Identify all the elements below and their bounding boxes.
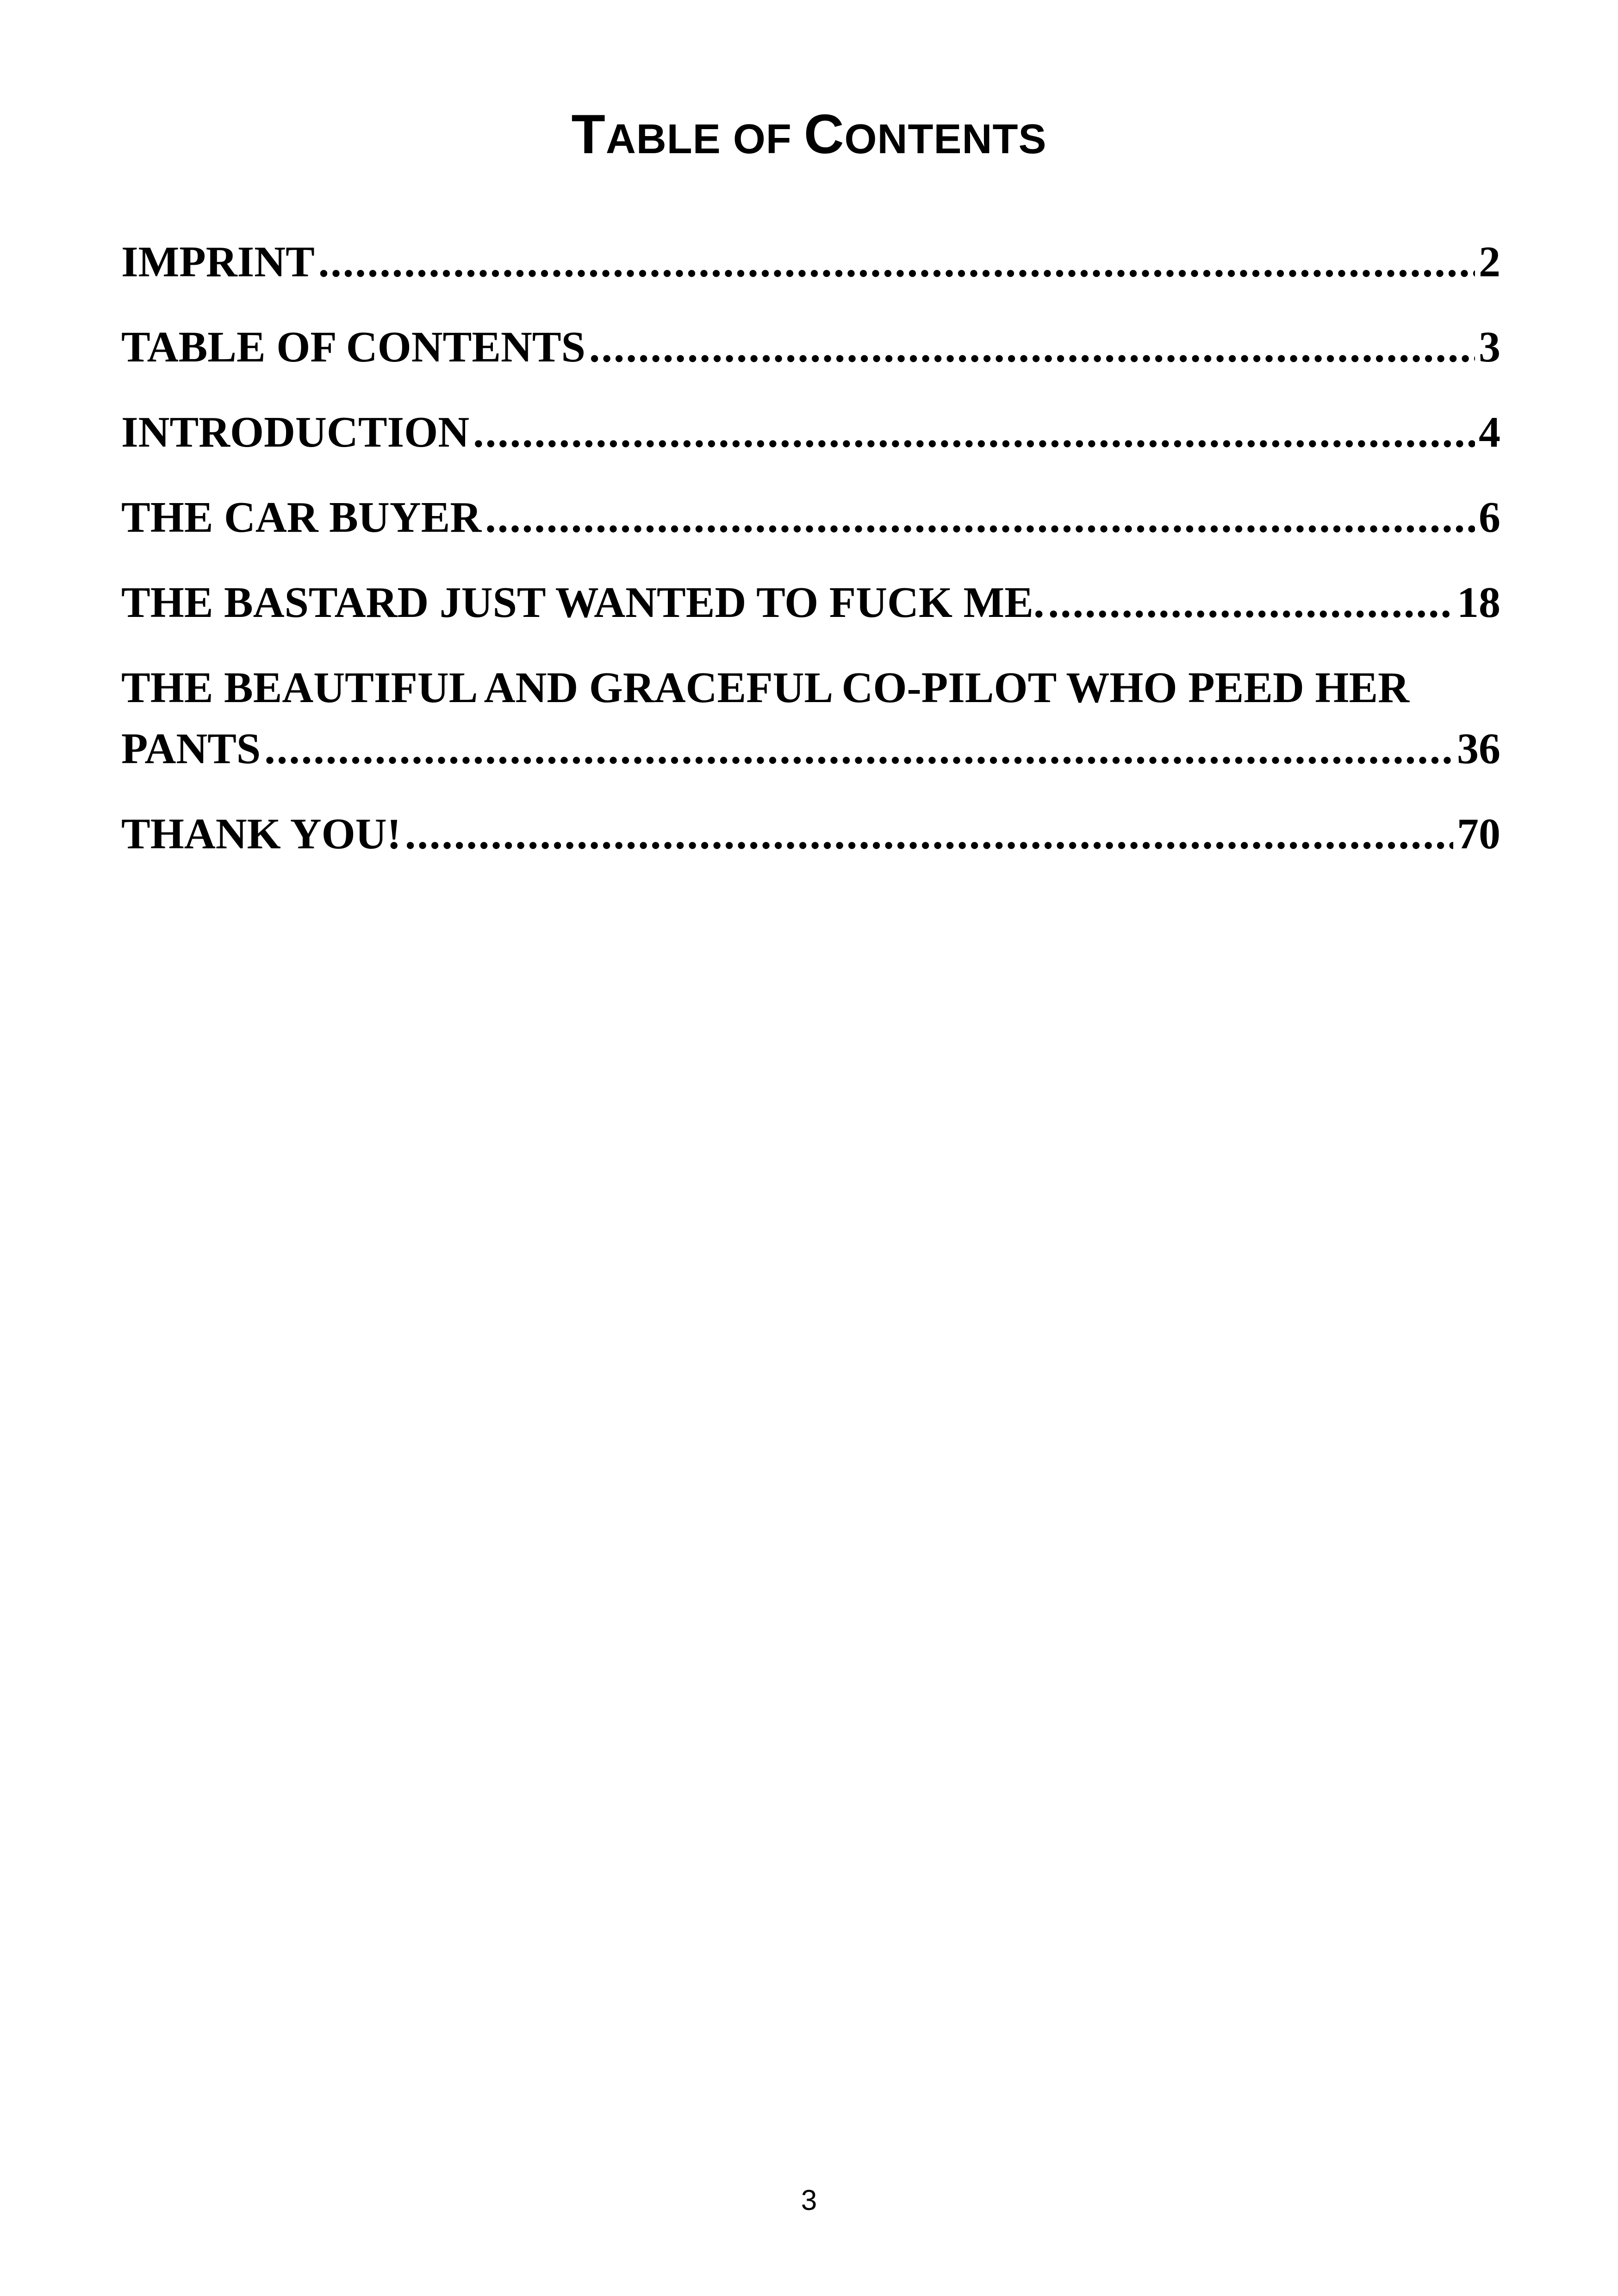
dot-leader bbox=[405, 803, 1453, 865]
dot-leader bbox=[1048, 572, 1453, 633]
toc-entry-title-line: THE BEAUTIFUL AND GRACEFUL CO-PILOT WHO PEED HER bbox=[121, 664, 1410, 712]
toc-entry-page: 2 bbox=[1479, 238, 1500, 286]
toc-entry-title: THANK YOU! bbox=[121, 810, 401, 858]
toc-entry-page: 3 bbox=[1479, 323, 1500, 371]
title-part: T bbox=[571, 103, 606, 165]
toc-entry-page: 36 bbox=[1457, 725, 1500, 773]
toc-entry-page: 18 bbox=[1457, 579, 1500, 627]
toc-entry-co-pilot[interactable] bbox=[121, 657, 1500, 779]
title-part: ABLE OF bbox=[605, 116, 804, 162]
title-part: C bbox=[803, 103, 845, 165]
dot-leader bbox=[264, 718, 1453, 779]
page-number: 3 bbox=[801, 2184, 817, 2216]
dot-leader bbox=[318, 231, 1475, 292]
toc-entry-page: 70 bbox=[1457, 810, 1500, 858]
toc-entry-page: 4 bbox=[1479, 408, 1500, 456]
dot-leader bbox=[473, 402, 1475, 463]
toc-entry-imprint[interactable] bbox=[121, 231, 1500, 292]
toc-entry-title: IMPRINT bbox=[121, 238, 315, 286]
toc-entry-page: 6 bbox=[1479, 493, 1500, 541]
toc-entry-title: TABLE OF CONTENTS bbox=[121, 323, 585, 371]
toc-entry-title: INTRODUCTION bbox=[121, 408, 470, 456]
dot-leader bbox=[485, 487, 1475, 548]
toc-entry-introduction[interactable] bbox=[121, 402, 1500, 463]
table-of-contents bbox=[121, 231, 1500, 889]
toc-entry-table-of-contents[interactable] bbox=[121, 317, 1500, 378]
toc-entry-the-bastard[interactable] bbox=[121, 572, 1500, 633]
toc-entry-thank-you[interactable] bbox=[121, 803, 1500, 865]
toc-entry-title: PANTS bbox=[121, 725, 261, 773]
dot-leader bbox=[589, 317, 1475, 378]
toc-entry-title: THE CAR BUYER bbox=[121, 493, 482, 541]
title-part: ONTENTS bbox=[844, 116, 1047, 162]
toc-entry-title: THE BASTARD JUST WANTED TO FUCK ME. bbox=[121, 579, 1045, 627]
page-title bbox=[0, 100, 1618, 174]
toc-entry-the-car-buyer[interactable] bbox=[121, 487, 1500, 548]
